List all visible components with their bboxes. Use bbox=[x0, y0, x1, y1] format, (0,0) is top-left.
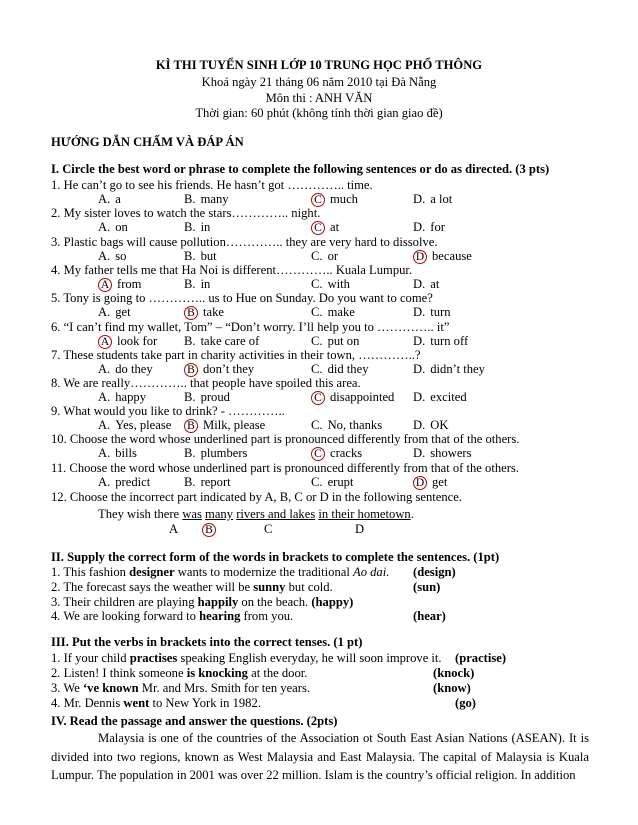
q12-part-a: was bbox=[182, 507, 202, 521]
option-text: make bbox=[327, 305, 355, 319]
section-2-item-post: wants to modernize the traditional bbox=[174, 565, 353, 579]
question-6-option-b bbox=[184, 334, 259, 349]
section-2-item-bold: hearing bbox=[199, 609, 241, 623]
question-3-option-a bbox=[98, 249, 126, 264]
option-letter: A. bbox=[98, 446, 111, 460]
section-3-item-key: (practise) bbox=[455, 651, 507, 665]
option-letter: A. bbox=[98, 249, 111, 263]
exam-date: Khoá ngày 21 tháng 06 năm 2010 tại Đà Nẵng bbox=[201, 75, 437, 89]
guide-title: HƯỚNG DẪN CHẤM VÀ ĐÁP ÁN bbox=[51, 135, 244, 149]
question-10-option-d bbox=[413, 446, 472, 461]
answer-circle: C bbox=[311, 221, 325, 235]
section-3-item-bold: ‘ve known bbox=[82, 681, 139, 695]
option-text: OK bbox=[430, 418, 449, 432]
question-10-option-a bbox=[98, 446, 137, 461]
section-2-item-post: but cold. bbox=[285, 580, 333, 594]
section-2-item-italic: Ao dai. bbox=[353, 565, 390, 579]
option-letter: A. bbox=[98, 418, 111, 432]
option-text: from bbox=[117, 277, 142, 291]
section-3-item-bold: is knocking bbox=[186, 666, 248, 680]
exam-title: KÌ THI TUYỂN SINH LỚP 10 TRUNG HỌC PHỔ THÔNG bbox=[155, 58, 483, 72]
option-text: turn bbox=[430, 305, 451, 319]
option-text: erupt bbox=[327, 475, 354, 489]
option-letter: C. bbox=[311, 475, 323, 489]
option-text: at bbox=[430, 277, 440, 291]
option-text: a lot bbox=[430, 192, 453, 206]
question-10-option-b bbox=[184, 446, 247, 461]
question-6-option-d bbox=[413, 334, 468, 349]
option-text: didn’t they bbox=[430, 362, 485, 376]
option-text: predict bbox=[115, 475, 151, 489]
section-2-item-key: (design) bbox=[413, 565, 456, 579]
option-text: a bbox=[115, 192, 121, 206]
section-3-item-post: at the door. bbox=[247, 666, 308, 680]
option-text: or bbox=[327, 249, 339, 263]
section-3-item-2 bbox=[51, 666, 307, 681]
answer-circle: C bbox=[311, 391, 325, 405]
answer-circle: D bbox=[413, 476, 427, 490]
section-3-item-pre: 4. Mr. Dennis bbox=[51, 696, 124, 710]
option-letter: B. bbox=[184, 390, 196, 404]
option-letter: D. bbox=[413, 277, 426, 291]
option-letter: A. bbox=[98, 220, 111, 234]
option-text: but bbox=[200, 249, 217, 263]
answer-circle: C bbox=[311, 447, 325, 461]
question-9: 9. What would you like to drink? - ………….. bbox=[51, 404, 285, 418]
option-letter: C. bbox=[311, 418, 323, 432]
question-11-option-d bbox=[413, 475, 447, 490]
question-7-option-d bbox=[413, 362, 485, 377]
option-letter: C. bbox=[311, 305, 323, 319]
question-9-option-a bbox=[98, 418, 171, 433]
section-2-item-key: (hear) bbox=[413, 609, 446, 623]
section-2-item-4 bbox=[51, 609, 293, 624]
option-letter: A. bbox=[98, 362, 111, 376]
answer-circle: B bbox=[202, 523, 216, 537]
section-3-item-bold: went bbox=[123, 696, 150, 710]
section-2-item-2 bbox=[51, 580, 333, 595]
question-2-option-b bbox=[184, 220, 210, 235]
option-text: so bbox=[115, 249, 127, 263]
section-3-item-key: (know) bbox=[433, 681, 471, 695]
option-text: for bbox=[430, 220, 445, 234]
q12-part-c: rivers and lakes bbox=[236, 507, 316, 521]
reading-passage: Malaysia is one of the countries of the Association ot South East Asian Nations (ASEAN). It is divided into two regions, known as West Malaysia and East Malaysia. The capital of Malaysia is Kuala Lumpur. The population in 2001 was over 22 million. Islam is the country’s official religion. In addition bbox=[51, 731, 589, 782]
section-3-item-4 bbox=[51, 696, 261, 711]
option-letter: D. bbox=[413, 418, 426, 432]
section-1-heading: I. Circle the best word or phrase to complete the following sentences or do as directed. (3 pts) bbox=[51, 162, 550, 176]
option-text: do they bbox=[115, 362, 153, 376]
question-1-option-b bbox=[184, 192, 229, 207]
option-text: get bbox=[115, 305, 131, 319]
question-4-option-b bbox=[184, 277, 210, 292]
question-8: 8. We are really………….. that people have spoiled this area. bbox=[51, 376, 361, 390]
section-3-item-post: to New York in 1982. bbox=[149, 696, 261, 710]
option-letter: C. bbox=[311, 334, 323, 348]
option-text: at bbox=[330, 220, 340, 234]
option-letter: B. bbox=[184, 192, 196, 206]
option-letter: D. bbox=[413, 334, 426, 348]
option-text: with bbox=[327, 277, 350, 291]
q12-letter-c: C bbox=[264, 522, 273, 536]
question-2-option-c bbox=[311, 220, 339, 235]
question-9-option-b bbox=[184, 418, 265, 433]
question-3-option-d bbox=[413, 249, 472, 264]
section-3-item-bold: practises bbox=[129, 651, 178, 665]
section-2-item-3 bbox=[51, 595, 353, 610]
option-text: report bbox=[200, 475, 231, 489]
question-6: 6. “I can’t find my wallet, Tom” – “Don’t worry. I’ll help you to ………….. it” bbox=[51, 320, 450, 334]
option-letter: C. bbox=[311, 362, 323, 376]
option-letter: D. bbox=[413, 390, 426, 404]
option-text: proud bbox=[200, 390, 230, 404]
question-2: 2. My sister loves to watch the stars………….. night. bbox=[51, 206, 321, 220]
option-letter: A. bbox=[98, 305, 111, 319]
question-7: 7. These students take part in charity activities in their town, …………..? bbox=[51, 348, 421, 362]
option-text: No, thanks bbox=[327, 418, 383, 432]
question-9-option-d bbox=[413, 418, 448, 433]
option-text: look for bbox=[117, 334, 158, 348]
q12-part-d: in their hometown bbox=[318, 507, 411, 521]
answer-circle: A bbox=[98, 278, 112, 292]
option-letter: D. bbox=[413, 446, 426, 460]
q12-letter-a: A bbox=[169, 522, 179, 536]
section-2-item-post: from you. bbox=[240, 609, 294, 623]
question-10: 10. Choose the word whose underlined part is pronounced differently from that of the others. bbox=[51, 432, 520, 446]
exam-duration: Thời gian: 60 phút (không tính thời gian giao đề) bbox=[195, 106, 443, 120]
section-3-item-1 bbox=[51, 651, 442, 666]
section-3-item-post: Mr. and Mrs. Smith for ten years. bbox=[138, 681, 311, 695]
question-7-option-c bbox=[311, 362, 369, 377]
question-1-option-c bbox=[311, 192, 358, 207]
option-letter: A. bbox=[98, 390, 111, 404]
option-text: take care of bbox=[200, 334, 260, 348]
section-2-item-pre: 2. The forecast says the weather will be bbox=[51, 580, 254, 594]
question-7-option-a bbox=[98, 362, 153, 377]
option-letter: B. bbox=[184, 249, 196, 263]
question-11-option-b bbox=[184, 475, 231, 490]
option-text: Yes, please bbox=[115, 418, 172, 432]
section-3-item-key: (knock) bbox=[433, 666, 475, 680]
option-letter: B. bbox=[184, 220, 196, 234]
question-11-option-a bbox=[98, 475, 150, 490]
question-5: 5. Tony is going to ………….. us to Hue on Sunday. Do you want to come? bbox=[51, 291, 433, 305]
question-3-option-b bbox=[184, 249, 217, 264]
option-text: because bbox=[432, 249, 472, 263]
section-2-item-pre: 1. This fashion bbox=[51, 565, 130, 579]
question-4-option-d bbox=[413, 277, 439, 292]
option-letter: C. bbox=[311, 249, 323, 263]
option-text: showers bbox=[430, 446, 472, 460]
section-4-heading: IV. Read the passage and answer the questions. (2pts) bbox=[51, 714, 338, 728]
answer-circle: B bbox=[184, 419, 198, 433]
q12-end: . bbox=[410, 507, 414, 521]
option-letter: B. bbox=[184, 446, 196, 460]
answer-circle: B bbox=[184, 306, 198, 320]
option-text: excited bbox=[430, 390, 467, 404]
question-1-option-d bbox=[413, 192, 452, 207]
section-3-item-pre: 1. If your child bbox=[51, 651, 130, 665]
q12-lead: They wish there bbox=[98, 507, 183, 521]
option-text: take bbox=[203, 305, 224, 319]
q12-letter-b bbox=[202, 522, 218, 537]
section-3-item-key: (go) bbox=[455, 696, 476, 710]
question-2-option-a bbox=[98, 220, 128, 235]
question-10-option-c bbox=[311, 446, 362, 461]
answer-circle: D bbox=[413, 250, 427, 264]
question-5-option-a bbox=[98, 305, 131, 320]
question-5-option-b bbox=[184, 305, 224, 320]
question-11-option-c bbox=[311, 475, 353, 490]
answer-circle: C bbox=[311, 193, 325, 207]
question-3: 3. Plastic bags will cause pollution………….. they are very hard to dissolve. bbox=[51, 235, 438, 249]
section-3-item-pre: 2. Listen! I think someone bbox=[51, 666, 187, 680]
option-text: much bbox=[330, 192, 358, 206]
question-9-option-c bbox=[311, 418, 382, 433]
option-letter: B. bbox=[184, 475, 196, 489]
option-text: turn off bbox=[430, 334, 469, 348]
option-letter: A. bbox=[98, 475, 111, 489]
question-6-option-a bbox=[98, 334, 157, 349]
option-letter: D. bbox=[413, 362, 426, 376]
option-text: Milk, please bbox=[203, 418, 266, 432]
option-text: many bbox=[200, 192, 229, 206]
section-2-item-post: on the beach. bbox=[238, 595, 312, 609]
question-5-option-c bbox=[311, 305, 355, 320]
section-2-item-1 bbox=[51, 565, 389, 580]
section-2-item-key: (sun) bbox=[413, 580, 441, 594]
option-letter: A. bbox=[98, 192, 111, 206]
question-8-option-c bbox=[311, 390, 394, 405]
question-6-option-c bbox=[311, 334, 359, 349]
section-2-item-bold: sunny bbox=[253, 580, 286, 594]
option-text: bills bbox=[115, 446, 137, 460]
section-2-item-bold: designer bbox=[129, 565, 175, 579]
answer-circle: A bbox=[98, 335, 112, 349]
q12-sentence bbox=[98, 507, 414, 522]
question-2-option-d bbox=[413, 220, 445, 235]
question-4-option-a bbox=[98, 277, 141, 292]
question-11: 11. Choose the word whose underlined part is pronounced differently from that of the others. bbox=[51, 461, 519, 475]
exam-subject: Môn thi : ANH VĂN bbox=[265, 91, 373, 105]
option-text: don’t they bbox=[203, 362, 255, 376]
question-1-option-a bbox=[98, 192, 121, 207]
question-8-option-d bbox=[413, 390, 467, 405]
option-text: on bbox=[115, 220, 128, 234]
question-3-option-c bbox=[311, 249, 338, 264]
option-text: cracks bbox=[330, 446, 363, 460]
question-7-option-b bbox=[184, 362, 254, 377]
option-text: get bbox=[432, 475, 448, 489]
section-3-item-pre: 3. We bbox=[51, 681, 83, 695]
option-text: plumbers bbox=[200, 446, 248, 460]
section-3-item-post: speaking English everyday, he will soon improve it. bbox=[177, 651, 442, 665]
question-8-option-b bbox=[184, 390, 230, 405]
section-3-item-3 bbox=[51, 681, 310, 696]
section-2-heading: II. Supply the correct form of the words in brackets to complete the sentences. (1pt) bbox=[51, 550, 500, 564]
option-letter: B. bbox=[184, 334, 196, 348]
option-letter: B. bbox=[184, 277, 196, 291]
option-text: in bbox=[200, 277, 211, 291]
question-12: 12. Choose the incorrect part indicated by A, B, C or D in the following sentence. bbox=[51, 490, 462, 504]
option-letter: D. bbox=[413, 220, 426, 234]
option-text: did they bbox=[327, 362, 369, 376]
q12-part-b: many bbox=[205, 507, 234, 521]
question-8-option-a bbox=[98, 390, 146, 405]
question-1: 1. He can’t go to see his friends. He hasn’t got ………….. time. bbox=[51, 178, 373, 192]
section-2-item-bold2: (happy) bbox=[311, 595, 354, 609]
answer-circle: B bbox=[184, 363, 198, 377]
question-4-option-c bbox=[311, 277, 350, 292]
question-5-option-d bbox=[413, 305, 451, 320]
option-text: put on bbox=[327, 334, 360, 348]
question-4: 4. My father tells me that Ha Noi is different………….. Kuala Lumpur. bbox=[51, 263, 413, 277]
option-text: disappointed bbox=[330, 390, 395, 404]
section-2-item-bold: happily bbox=[197, 595, 239, 609]
option-text: in bbox=[200, 220, 211, 234]
section-2-item-pre: 3. Their children are playing bbox=[51, 595, 198, 609]
option-letter: D. bbox=[413, 192, 426, 206]
option-letter: D. bbox=[413, 305, 426, 319]
option-letter: C. bbox=[311, 277, 323, 291]
option-text: happy bbox=[115, 390, 147, 404]
q12-letter-d: D bbox=[355, 522, 365, 536]
section-2-item-pre: 4. We are looking forward to bbox=[51, 609, 200, 623]
section-3-heading: III. Put the verbs in brackets into the correct tenses. (1 pt) bbox=[51, 635, 363, 649]
